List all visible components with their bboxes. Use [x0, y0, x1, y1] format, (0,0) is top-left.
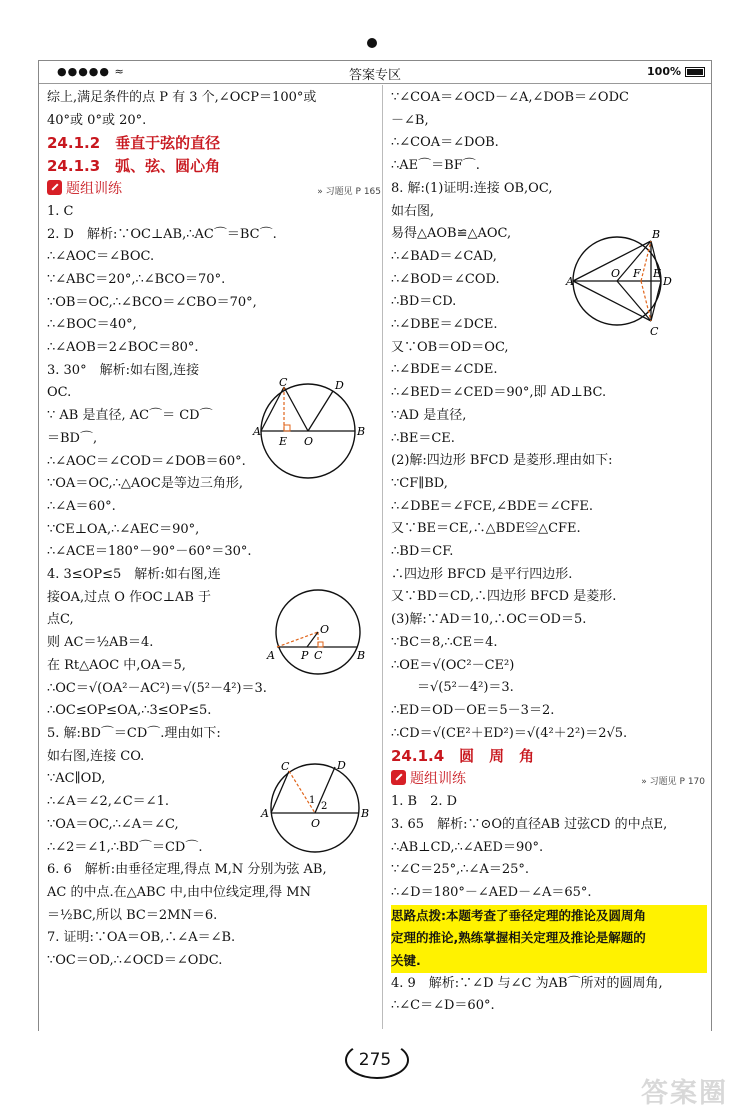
svg-text:C: C: [314, 649, 323, 662]
svg-text:D: D: [663, 275, 672, 288]
text-line: ∴∠BOC＝40°,: [47, 317, 137, 333]
text-line: 则 AC＝½AB＝4.: [47, 635, 154, 651]
svg-text:O: O: [304, 435, 314, 448]
text-line: ∵∠ABC＝20°,∴∠BCO＝70°.: [47, 271, 226, 287]
svg-text:C: C: [650, 325, 659, 338]
page-number: 275: [358, 1050, 392, 1070]
text-line: ∴∠D＝180°－∠AED－∠A＝65°.: [391, 884, 592, 900]
svg-text:B: B: [357, 425, 366, 438]
group-label: 题组训练: [66, 180, 122, 197]
text-line: ∴∠AOB＝2∠BOC＝80°.: [47, 340, 199, 356]
text-line: 在 Rt△AOC 中,OA＝5,: [47, 657, 186, 673]
text-line: ∵∠COA＝∠OCD－∠A,∠DOB＝∠ODC: [391, 90, 629, 105]
text-line: ∵ AB 是直径, AC⌒＝ CD⌒: [47, 408, 213, 424]
text-line: ∴∠BED＝∠CED＝90°,即 AD⊥BC.: [391, 385, 607, 401]
text-line: (3)解:∵AD＝10,∴OC＝OD＝5.: [391, 612, 587, 628]
battery-icon: [685, 67, 705, 77]
text-line: 3. 30° 解析:如右图,连接: [47, 362, 200, 378]
svg-text:O: O: [311, 817, 321, 830]
text-line: ∵OC＝OD,∴∠OCD＝∠ODC.: [47, 953, 223, 969]
text-line: ∵CF∥BD,: [391, 475, 448, 491]
svg-text:D: D: [337, 759, 346, 772]
exercise-group-header: [47, 178, 383, 201]
text-line: 1. C: [47, 203, 74, 219]
text-line: 7. 证明:∵OA＝OB,∴∠A＝∠B.: [47, 930, 236, 946]
text-line: ∴BD＝CF.: [391, 544, 454, 560]
svg-text:E: E: [279, 435, 288, 448]
text-line: AC 的中点.在△ABC 中,由中位线定理,得 MN: [47, 884, 311, 900]
svg-text:P: P: [301, 649, 309, 662]
figure-q3-circle: [251, 376, 379, 471]
figure-q4-circle: [263, 587, 366, 679]
text-line: ∵OB＝OC,∴∠BCO＝∠CBO＝70°,: [47, 294, 257, 310]
text-line: 4. 3≤OP≤5 解析:如右图,连: [47, 567, 221, 583]
text-line: ∴ED＝OD－OE＝5－3＝2.: [391, 702, 555, 718]
svg-text:A: A: [261, 807, 269, 820]
svg-text:E: E: [653, 267, 662, 280]
svg-text:O: O: [320, 623, 330, 636]
svg-text:1: 1: [309, 795, 316, 806]
text-line: ∴∠A＝∠2,∠C＝∠1.: [47, 794, 169, 810]
text-line: 又∵OB＝OD＝OC,: [391, 339, 509, 355]
text-line: ∴∠BAD＝∠CAD,: [391, 248, 497, 264]
status-title: 答案专区: [348, 68, 401, 83]
camera-dot: [367, 38, 377, 48]
text-line: ∴BD＝CD.: [391, 294, 457, 310]
text-line: 5. 解:BD⌒＝CD⌒.理由如下:: [47, 725, 221, 741]
section-heading: 24.1.3 弧、弦、圆心角: [47, 157, 221, 176]
text-line: ∴BE＝CE.: [391, 430, 455, 446]
svg-text:A: A: [566, 275, 574, 288]
svg-text:B: B: [361, 807, 370, 820]
svg-text:A: A: [267, 649, 275, 662]
text-line: ∴∠COA＝∠DOB.: [391, 135, 499, 151]
text-line: 3. 65 解析:∵⊙O的直径AB 过弦CD 的中点E,: [391, 816, 668, 832]
text-line: 40°或 0°或 20°.: [47, 112, 147, 128]
svg-text:2: 2: [321, 801, 328, 812]
figure-q8-circle: [567, 211, 687, 346]
status-bar: [39, 61, 711, 84]
text-line: 点C,: [47, 612, 74, 628]
exercise-group-header: [391, 768, 707, 791]
text-line: ∴∠BDE＝∠CDE.: [391, 362, 498, 378]
exercise-page-ref[interactable]: » 习题见 P 165: [317, 186, 381, 197]
text-line: (2)解:四边形 BFCD 是菱形.理由如下:: [391, 453, 613, 469]
figure-q5-circle: [251, 761, 381, 853]
text-line: 4. 9 解析:∵∠D 与∠C 为AB⌒所对的圆周角,: [391, 975, 663, 991]
text-line: ∴∠A＝60°.: [47, 498, 116, 514]
text-line: 6. 6 解析:由垂径定理,得点 M,N 分别为弦 AB,: [47, 862, 327, 878]
text-line: ∴CD＝√(CE²＋ED²)＝√(4²＋2²)＝2√5.: [391, 725, 628, 741]
text-line: 8. 解:(1)证明:连接 OB,OC,: [391, 180, 553, 196]
pencil-icon: [391, 770, 406, 785]
svg-text:B: B: [652, 228, 661, 241]
signal-icon: ●●●●● ≈: [57, 65, 125, 78]
text-line: ∴∠2＝∠1,∴BD⌒＝CD⌒.: [47, 839, 203, 855]
svg-text:D: D: [335, 379, 344, 392]
text-line: ∴∠C＝∠D＝60°.: [391, 998, 495, 1014]
text-line: ＝BD⌒,: [47, 430, 98, 446]
pencil-icon: [47, 180, 62, 195]
text-line: ∴∠BOD＝∠COD.: [391, 271, 500, 287]
section-heading: 24.1.2 垂直于弦的直径: [47, 134, 221, 153]
text-line: ＝½BC,所以 BC＝2MN＝6.: [47, 907, 218, 923]
text-line: ∵∠C＝25°,∴∠A＝25°.: [391, 862, 530, 878]
tip-line: 关键.: [391, 950, 707, 973]
tip-line: 定理的推论,熟练掌握相关定理及推论是解题的: [391, 927, 707, 950]
text-line: ∴OC≤OP≤OA,∴3≤OP≤5.: [47, 703, 212, 719]
text-line: ∴OC＝√(OA²－AC²)＝√(5²－4²)＝3.: [47, 680, 267, 696]
text-line: 2. D 解析:∵OC⊥AB,∴AC⌒＝BC⌒.: [47, 226, 277, 242]
text-line: ∴四边形 BFCD 是平行四边形.: [391, 566, 573, 582]
group-label: 题组训练: [410, 771, 466, 788]
text-line: 如右图,: [391, 203, 435, 219]
text-line: ∴∠DBE＝∠DCE.: [391, 317, 498, 333]
text-line: ∵CE⊥OA,∴∠AEC＝90°,: [47, 521, 200, 537]
text-line: 又∵BD＝CD,∴四边形 BFCD 是菱形.: [391, 589, 617, 605]
text-line: 如右图,连接 CO.: [47, 748, 145, 764]
svg-text:F: F: [633, 267, 641, 280]
text-line: 1. B 2. D: [391, 794, 458, 810]
section-heading: 24.1.4 圆 周 角: [391, 747, 535, 766]
text-line: ∵AD 是直径,: [391, 407, 467, 423]
text-line: OC.: [47, 385, 72, 401]
text-line: 易得△AOB≌△AOC,: [391, 226, 512, 242]
text-line: ＝√(5²－4²)＝3.: [391, 680, 514, 696]
text-line: 综上,满足条件的点 P 有 3 个,∠OCP＝100°或: [47, 90, 317, 105]
text-line: ∴∠DBE＝∠FCE,∠BDE＝∠CFE.: [391, 498, 593, 514]
text-line: ∴OE＝√(OC²－CE²): [391, 657, 515, 673]
svg-text:O: O: [611, 267, 621, 280]
battery-percent: 100%: [647, 65, 681, 78]
text-line: ∴∠AOC＝∠COD＝∠DOB＝60°.: [47, 453, 246, 469]
text-line: 又∵BE＝CE,∴△BDE≌△CFE.: [391, 521, 581, 537]
text-line: ∵OA＝OC,∴∠A＝∠C,: [47, 816, 179, 832]
svg-text:C: C: [279, 376, 288, 389]
svg-text:B: B: [357, 649, 366, 662]
exercise-page-ref[interactable]: » 习题见 P 170: [641, 777, 705, 788]
text-line: ∴∠AOC＝∠BOC.: [47, 249, 155, 265]
watermark-logo: 答案圈: [641, 1078, 728, 1109]
text-line: ∴AB⊥CD,∴∠AED＝90°.: [391, 839, 544, 855]
text-line: －∠B,: [391, 112, 429, 128]
text-line: ∵OA＝OC,∴△AOC是等边三角形,: [47, 476, 243, 492]
text-line: ∵AC∥OD,: [47, 771, 106, 787]
text-line: ∴AE⌒＝BF⌒.: [391, 158, 480, 174]
tip-line: 思路点拨:本题考查了垂径定理的推论及圆周角: [391, 905, 707, 928]
device-screen: [38, 60, 712, 1031]
svg-text:C: C: [281, 760, 290, 773]
text-line: ∵BC＝8,∴CE＝4.: [391, 634, 498, 650]
text-line: 接OA,过点 O 作OC⊥AB 于: [47, 589, 212, 605]
text-line: ∴∠ACE＝180°－90°－60°＝30°.: [47, 544, 252, 560]
svg-text:A: A: [253, 425, 261, 438]
